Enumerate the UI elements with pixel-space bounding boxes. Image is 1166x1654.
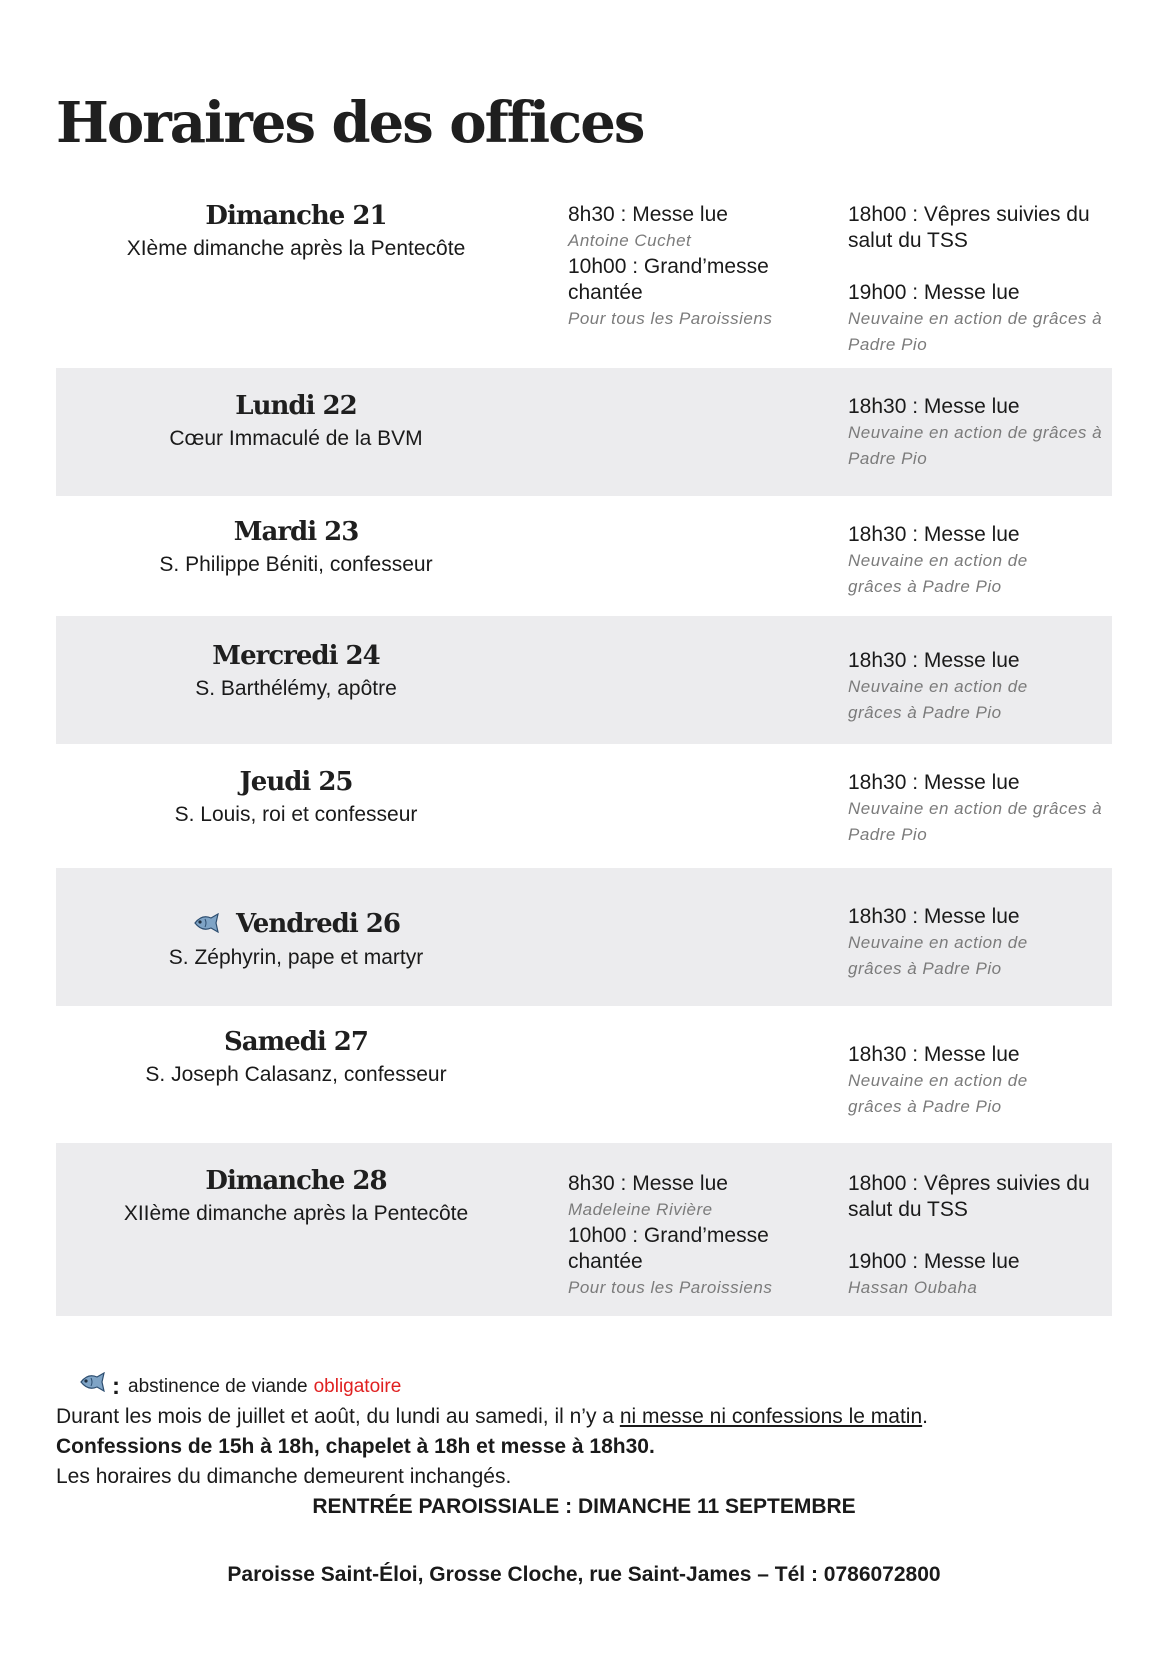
office-time: 8h30 : Messe lue	[568, 1172, 728, 1195]
evening-offices	[848, 1042, 1048, 1120]
office-intention: Neuvaine en action de grâces à Padre Pio	[848, 551, 1028, 596]
office-intention: Madeleine Rivière	[568, 1200, 713, 1219]
notice-underlined: ni messe ni confessions le matin	[619, 1405, 923, 1428]
day-cell	[56, 908, 536, 973]
feast-name: S. Barthélémy, apôtre	[195, 677, 397, 700]
evening-offices	[848, 1171, 1112, 1301]
office-time: 18h30 : Messe lue	[848, 1043, 1020, 1066]
feast-name: S. Philippe Béniti, confesseur	[159, 553, 433, 576]
day-name: Jeudi 25	[239, 767, 353, 797]
office-time: 18h30 : Messe lue	[848, 649, 1020, 672]
office-intention: Neuvaine en action de grâces à Padre Pio	[848, 933, 1028, 978]
day-cell	[56, 640, 536, 704]
evening-offices	[848, 394, 1112, 472]
day-name: Mardi 23	[233, 517, 359, 547]
evening-offices	[848, 904, 1048, 982]
day-cell	[56, 390, 536, 454]
office-time: 18h30 : Messe lue	[848, 905, 1020, 928]
day-cell	[56, 766, 536, 830]
morning-offices	[568, 1171, 808, 1301]
notice-line-3: Les horaires du dimanche demeurent inchangés.	[56, 1465, 512, 1488]
schedule-table	[56, 200, 1112, 1316]
feast-name: S. Zéphyrin, pape et martyr	[168, 946, 424, 969]
office-time: 8h30 : Messe lue	[568, 203, 728, 226]
office-time: 19h00 : Messe lue	[848, 1250, 1020, 1273]
schedule-row-sunday-28	[56, 1143, 1112, 1316]
office-intention: Neuvaine en action de grâces à Padre Pio	[848, 423, 1103, 468]
notice-period: .	[922, 1405, 928, 1428]
day-cell	[56, 200, 536, 264]
schedule-row-friday-26	[56, 868, 1112, 1006]
office-time: 18h00 : Vêpres suivies du salut du TSS	[848, 1172, 1090, 1221]
office-time: 19h00 : Messe lue	[848, 281, 1020, 304]
office-time: 18h30 : Messe lue	[848, 395, 1020, 418]
office-intention: Pour tous les Paroissiens	[568, 309, 773, 328]
evening-offices	[848, 522, 1048, 600]
office-time: 18h30 : Messe lue	[848, 771, 1020, 794]
feast-name: XIème dimanche après la Pentecôte	[126, 237, 466, 260]
office-intention: Antoine Cuchet	[568, 231, 692, 250]
office-time: 18h00 : Vêpres suivies du salut du TSS	[848, 203, 1090, 252]
office-intention: Pour tous les Paroissiens	[568, 1278, 773, 1297]
day-name-text: Vendredi 26	[236, 909, 400, 939]
parish-address: Paroisse Saint-Éloi, Grosse Cloche, rue Saint-James – Tél : 0786072800	[227, 1563, 941, 1586]
notice-line-2: Confessions de 15h à 18h, chapelet à 18h et messe à 18h30.	[56, 1435, 655, 1458]
feast-name: S. Joseph Calasanz, confesseur	[145, 1063, 447, 1086]
legend-colon: :	[112, 1373, 120, 1400]
day-name: Dimanche 21	[205, 201, 387, 231]
schedule-row-monday-22	[56, 368, 1112, 496]
day-cell	[56, 1026, 536, 1090]
feast-name: XIIème dimanche après la Pentecôte	[123, 1202, 469, 1225]
office-time: 18h30 : Messe lue	[848, 523, 1020, 546]
rentree-announcement: RENTRÉE PAROISSIALE : DIMANCHE 11 SEPTEMBRE	[312, 1495, 856, 1518]
legend-highlight: obligatoire	[313, 1376, 402, 1397]
schedule-row-saturday-27	[56, 1006, 1112, 1143]
office-time: 10h00 : Grand’messe chantée	[568, 1224, 769, 1273]
fish-icon	[78, 1372, 106, 1402]
office-intention: Neuvaine en action de grâces à Padre Pio	[848, 799, 1103, 844]
schedule-row-thursday-25	[56, 744, 1112, 868]
page-title: Horaires des offices	[56, 90, 644, 156]
day-name	[56, 908, 536, 941]
feast-name: Cœur Immaculé de la BVM	[169, 427, 423, 450]
fish-icon	[192, 909, 220, 941]
evening-offices	[848, 648, 1048, 726]
morning-offices	[568, 202, 808, 332]
office-intention: Neuvaine en action de grâces à Padre Pio	[848, 1071, 1028, 1116]
evening-offices	[848, 202, 1112, 358]
schedule-row-tuesday-23	[56, 496, 1112, 616]
notice-text: Durant les mois de juillet et août, du lundi au samedi, il n’y a	[56, 1405, 620, 1428]
schedule-row-sunday-21	[56, 200, 1112, 368]
office-intention: Neuvaine en action de grâces à Padre Pio	[848, 677, 1028, 722]
day-name: Lundi 22	[235, 391, 357, 421]
office-intention: Neuvaine en action de grâces à Padre Pio	[848, 309, 1103, 354]
day-cell	[56, 516, 536, 580]
feast-name: S. Louis, roi et confesseur	[174, 803, 418, 826]
legend	[78, 1372, 1112, 1402]
day-name: Samedi 27	[224, 1027, 368, 1057]
schedule-row-wednesday-24	[56, 616, 1112, 744]
evening-offices	[848, 770, 1112, 848]
legend-text: abstinence de viande	[128, 1376, 308, 1397]
day-name: Dimanche 28	[205, 1166, 387, 1196]
day-name: Mercredi 24	[212, 641, 380, 671]
office-time: 10h00 : Grand’messe chantée	[568, 255, 769, 304]
office-intention: Hassan Oubaha	[848, 1278, 978, 1297]
footer-notes	[56, 1372, 1112, 1522]
notice-line-1	[56, 1402, 1112, 1432]
day-cell	[56, 1165, 536, 1229]
